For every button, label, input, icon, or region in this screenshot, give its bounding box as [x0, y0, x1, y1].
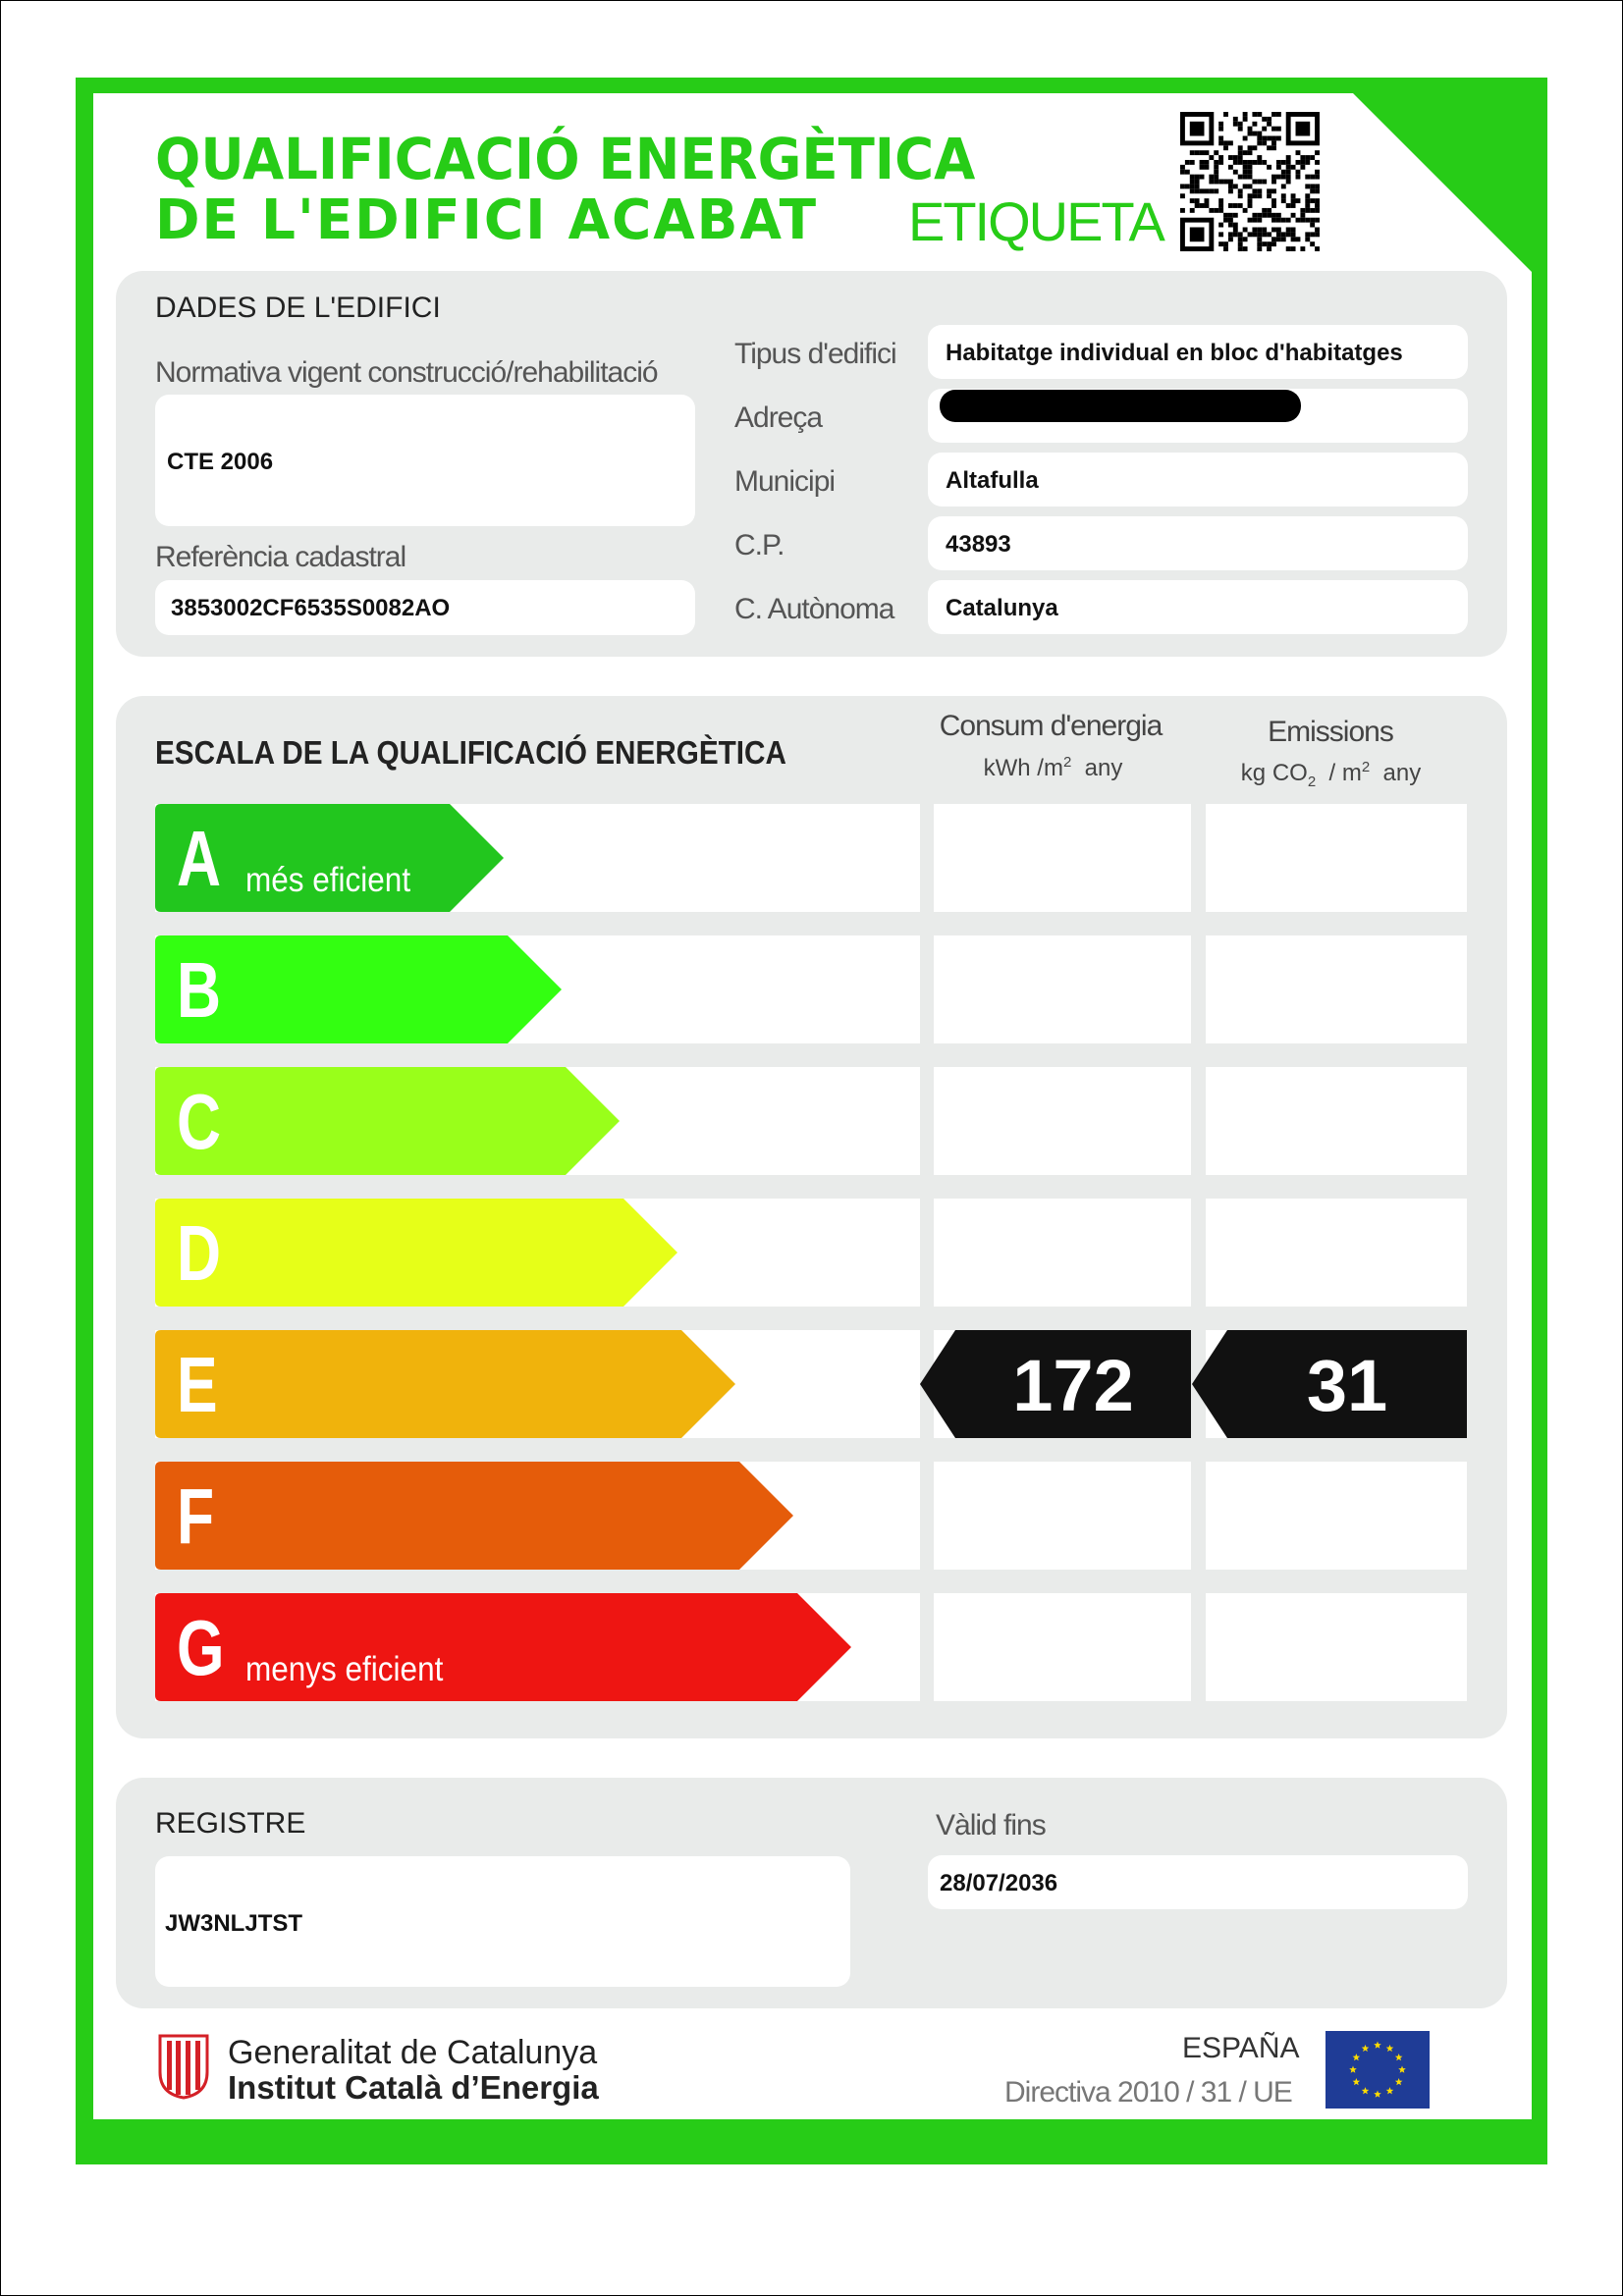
consum-header: Consum d'energia [939, 710, 1163, 742]
municipi-value: Altafulla [946, 467, 1039, 494]
consum-cell-b [934, 935, 1191, 1043]
comunitat-value: Catalunya [946, 595, 1058, 621]
consum-cell-a [934, 804, 1191, 912]
least-efficient-note: menys eficient [245, 1650, 444, 1688]
address-redaction [940, 390, 1301, 422]
class-letter-c: C [177, 1078, 222, 1165]
etiqueta-label: ETIQUETA [908, 190, 1163, 252]
cp-label: C.P. [734, 529, 784, 561]
title-line-2: DE L'EDIFICI ACABAT [155, 188, 819, 252]
folded-corner [1353, 93, 1532, 272]
class-d-arrow [155, 1199, 677, 1307]
comunitat-label: C. Autònoma [734, 593, 894, 625]
country-label: ESPAÑA [1182, 2032, 1300, 2064]
emissions-value: 31 [1306, 1345, 1388, 1426]
registre-section-title: REGISTRE [155, 1807, 306, 1840]
consum-unit: kWh $/m^2$ any [983, 754, 1123, 781]
tipus-value: Habitatge individual en bloc d'habitatges [946, 340, 1403, 366]
normativa-value: CTE 2006 [167, 449, 274, 475]
tipus-label: Tipus d'edifici [734, 338, 896, 370]
valid-value: 28/07/2036 [940, 1870, 1058, 1896]
registre-value: JW3NLJTST [165, 1910, 303, 1937]
referencia-label: Referència cadastral [155, 541, 406, 573]
municipi-label: Municipi [734, 465, 836, 498]
most-efficient-note: més eficient [245, 861, 411, 899]
scale-title: ESCALA DE LA QUALIFICACIÓ ENERGÈTICA [155, 734, 786, 771]
valid-label: Vàlid fins [936, 1809, 1046, 1842]
adreca-label: Adreça [734, 401, 823, 434]
building-section-title: DADES DE L'EDIFICI [155, 292, 441, 324]
qr-code-icon[interactable] [1180, 112, 1320, 251]
consum-cell-c [934, 1067, 1191, 1175]
class-letter-f: F [177, 1472, 215, 1560]
emissions-cell-g [1206, 1593, 1467, 1701]
directive-label: Directiva 2010 / 31 / UE [1004, 2076, 1292, 2109]
consum-value: 172 [1012, 1345, 1134, 1426]
normativa-label: Normativa vigent construcció/rehabilitació [155, 356, 658, 389]
class-letter-a: A [177, 815, 222, 902]
class-letter-e: E [177, 1341, 218, 1428]
class-letter-d: D [177, 1209, 222, 1297]
class-letter-g: G [177, 1604, 225, 1691]
emissions-unit: kg $CO_2 / m^2$ any [1240, 759, 1422, 790]
consum-cell-d [934, 1199, 1191, 1307]
class-f-arrow [155, 1462, 793, 1570]
class-e-arrow [155, 1330, 735, 1438]
cp-value: 43893 [946, 531, 1011, 558]
emissions-cell-d [1206, 1199, 1467, 1307]
class-letter-b: B [177, 946, 222, 1034]
emissions-cell-f [1206, 1462, 1467, 1570]
referencia-value: 3853002CF6535S0082AO [171, 595, 451, 621]
consum-cell-f [934, 1462, 1191, 1570]
eu-flag-icon [1325, 2031, 1430, 2109]
title-line-1: QUALIFICACIÓ ENERGÈTICA [155, 126, 976, 192]
emissions-cell-c [1206, 1067, 1467, 1175]
emissions-cell-b [1206, 935, 1467, 1043]
emissions-cell-a [1206, 804, 1467, 912]
generalitat-logo-icon [157, 2033, 210, 2100]
emissions-header: Emissions [1268, 716, 1393, 748]
class-c-arrow [155, 1067, 620, 1175]
generalitat-name: Generalitat de Catalunya [228, 2034, 598, 2071]
institut-name: Institut Català d’Energia [228, 2069, 599, 2106]
consum-cell-g [934, 1593, 1191, 1701]
